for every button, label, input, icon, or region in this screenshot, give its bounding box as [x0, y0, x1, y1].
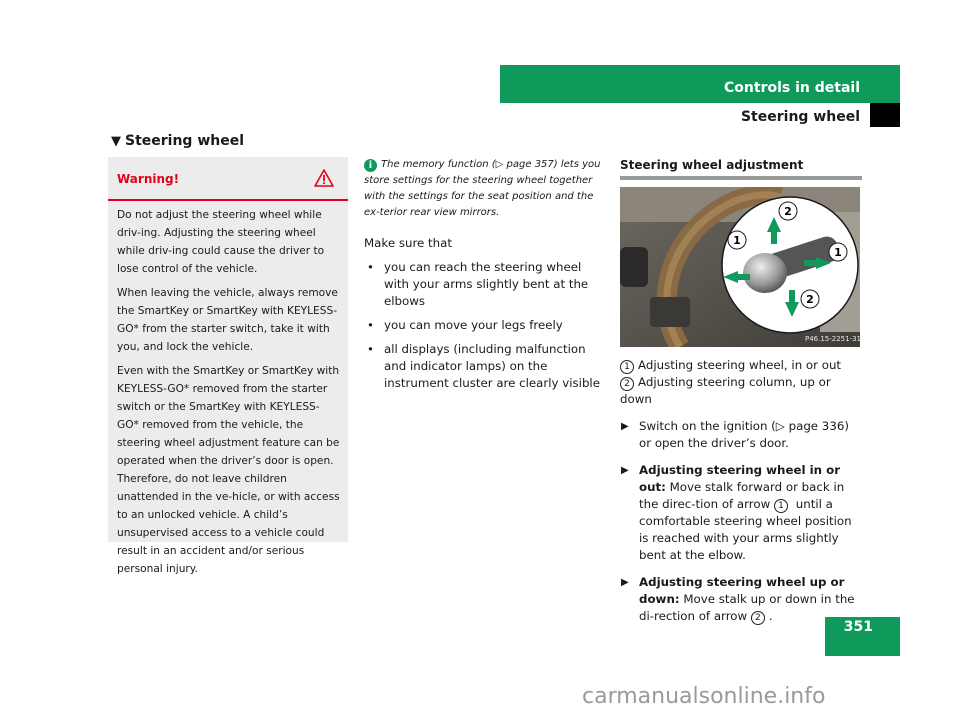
adjustment-heading: Steering wheel adjustment — [620, 158, 804, 172]
legend-text: Adjusting steering column, up or down — [620, 375, 831, 406]
legend-text: Adjusting steering wheel, in or out — [638, 358, 842, 372]
section-triangle-icon: ▼ — [111, 134, 121, 149]
info-note — [364, 157, 608, 221]
photo-legend — [620, 357, 862, 408]
header-section-bar — [500, 65, 900, 103]
info-icon: i — [364, 159, 377, 172]
callout-1-right: 1 — [834, 246, 842, 259]
step-up-down-text: Move stalk up or down in the di-rection of arrow — [639, 592, 855, 623]
heading-rule — [620, 176, 862, 180]
watermark: carmanualsonline.info — [582, 684, 826, 709]
warning-header — [108, 157, 348, 201]
legend-number: 1 — [620, 360, 634, 374]
warning-triangle-icon — [314, 169, 334, 187]
image-code: P46.15-2251-31 — [804, 335, 860, 343]
right-column — [620, 157, 862, 625]
warning-paragraph: Even with the SmartKey or SmartKey with KEYLESS-GO* removed from the starter switch or the SmartKey with KEYLESS-GO* removed from the vehicle, the steering wheel adjustment feature can be operated when the driver’s door is open. Therefore, do not leave children unattended in the ve-hicle, or with access to an unlocked vehicle. A child’s unsupervised access to a vehicle could result in an accident and/or serious personal injury. — [117, 365, 340, 575]
middle-column — [364, 157, 608, 399]
legend-item — [620, 357, 862, 374]
header-section-title: Controls in detail — [724, 80, 860, 96]
warning-paragraph: When leaving the vehicle, always remove the SmartKey or SmartKey with KEYLESS-GO* from the starter switch, take it with you, and lock the vehicle. — [117, 287, 338, 353]
step-ignition: ▶ Switch on the ignition (▷ page 336) or open the driver’s door. — [620, 418, 862, 452]
callout-1-left: 1 — [733, 234, 741, 247]
step-up-down-title: Adjusting steering wheel up or down: — [639, 575, 845, 606]
list-item: • you can reach the steering wheel with your arms slightly bent at the elbows — [364, 259, 608, 310]
step-in-out-text-end: until a comfortable steering wheel position is reached with your arms slightly bent at the elbow. — [639, 497, 852, 562]
step-in-out — [620, 462, 862, 564]
step-in-out-title: Adjusting steering wheel in or out: — [639, 463, 841, 494]
legend-number: 2 — [620, 377, 634, 391]
step-in-out-text: Move stalk forward or back in the direc-tion of arrow — [639, 480, 845, 511]
requirements-list — [364, 259, 608, 392]
warning-paragraph: Do not adjust the steering wheel while driv-ing. Adjusting the steering wheel while driv-ing could cause the driver to lose control of the vehicle. — [117, 209, 325, 275]
section-title — [111, 133, 244, 149]
warning-label: Warning! — [117, 172, 180, 186]
section-title-text: Steering wheel — [125, 133, 245, 149]
info-note-text: The memory function (▷ page 357) lets you store settings for the steering wheel together with the settings for the seat position and the ex-terior rear view mirrors. — [364, 159, 601, 218]
warning-box — [108, 157, 348, 575]
inline-number: 1 — [774, 499, 788, 513]
make-sure-text: Make sure that — [364, 236, 453, 250]
legend-item — [620, 374, 862, 408]
list-item: • all displays (including malfunction and indicator lamps) on the instrument cluster are clearly visible — [364, 341, 608, 392]
step-up-down-text-end: . — [768, 609, 773, 623]
page-number: 351 — [843, 619, 873, 635]
callout-2-bottom: 2 — [806, 293, 814, 306]
header-subsection-title: Steering wheel — [740, 109, 860, 125]
header-marker — [870, 103, 900, 127]
inline-number: 2 — [751, 611, 765, 625]
page-number-box — [825, 617, 900, 656]
list-item: • you can move your legs freely — [364, 317, 608, 334]
steering-wheel-photo — [620, 187, 860, 347]
callout-2-top: 2 — [784, 205, 792, 218]
